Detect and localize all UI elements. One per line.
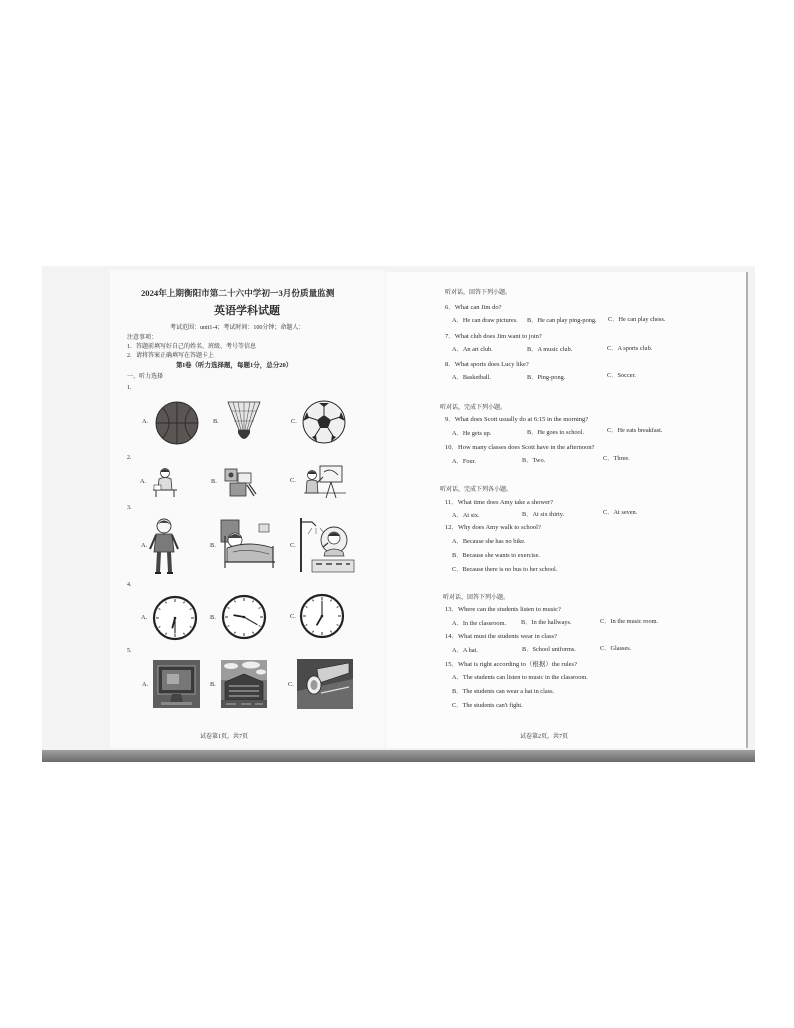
answer-option: A．A hat. [452,647,478,654]
answer-option: A．The students can listen to music in the classroom. [452,674,588,681]
option-label: C. [288,681,294,688]
note-item: 1．答题前填写好自己的姓名、班级、考号等信息 [127,344,257,350]
answer-option: B．In the hallways. [521,619,572,626]
question-number: 3. [127,505,132,511]
answer-option: C．At seven. [603,509,638,516]
subject-title: 英语学科试题 [214,305,280,317]
section-heading: 听对话，完成下列各小题。 [440,487,513,493]
option-label: A. [140,478,147,485]
answer-option: A．In the classroom. [452,620,507,627]
person-in-bed-image [219,518,277,570]
question-text: 12．Why does Amy walk to school? [445,524,541,531]
answer-option: B．Because she wants to exercise. [452,552,540,559]
answer-option: B．He can play ping-pong. [527,317,597,324]
option-label: C. [290,477,296,484]
answer-option: A．An art club. [452,346,493,353]
person-at-desk-image [150,466,180,498]
answer-option: A．Four. [452,458,476,465]
answer-option: C．Soccer. [607,372,636,379]
boy-standing-image [147,516,181,576]
answer-option: A．Basketball. [452,374,491,381]
answer-option: C．In the music room. [600,618,659,625]
answer-option: A．He can draw pictures. [452,317,518,324]
scan-page-edge [746,272,748,748]
answer-option: A．He gets up. [452,430,492,437]
clock-c-image [299,593,345,639]
answer-option: B．He goes to school. [527,429,585,436]
option-label: C. [291,418,297,425]
question-number: 1. [127,385,132,391]
notes-heading: 注意事项： [127,335,158,341]
section-heading: 听对话，回答下列小题。 [443,595,510,601]
answer-option: C．The students can't fight. [452,702,523,709]
clock-a-image [152,595,198,641]
answer-option: C．Because there is no bus to her school. [452,566,558,573]
question-number: 4. [127,582,132,588]
page-footer-right: 试卷第2页，共7页 [520,734,569,740]
question-number: 5. [127,648,132,654]
option-label: C. [290,542,296,549]
option-label: B. [210,542,216,549]
question-text: 10．How many classes does Scott have in the afternoon? [445,444,595,451]
part-title: 第I卷（听力选择题，每题1分，总分20） [176,362,293,369]
question-text: 7．What club does Jim want to join? [445,333,542,340]
question-text: 6．What can Jim do? [445,304,502,311]
section-heading: 听对话，回答下列小题。 [445,290,512,296]
answer-option: C．He can play chess. [608,316,666,323]
option-label: B. [210,681,216,688]
answer-option: B．A music club. [527,346,573,353]
scan-bottom-shadow [42,750,755,762]
answer-option: B．The students can wear a hat in class. [452,688,555,695]
option-label: C. [290,613,296,620]
question-text: 15．What is right according to（根据）the rules? [445,661,577,668]
option-label: A. [142,418,149,425]
answer-option: C．Glasses. [600,645,632,652]
option-label: A. [142,681,149,688]
question-text: 14．What must the students wear in class? [445,633,557,640]
clock-b-image [221,594,267,640]
section-heading: 一、听力选择 [127,374,164,380]
exam-info: 考试范围：unit1-4；考试时间：100分钟；命题人： [170,325,305,331]
answer-option: B．Two. [522,457,546,464]
option-label: B. [211,478,217,485]
answer-option: B．Ping-pong. [527,374,566,381]
answer-option: B．School uniforms. [522,646,576,653]
answer-option: C．A sports club. [607,345,653,352]
shuttlecock-image [222,399,266,445]
person-brushing-teeth-image [298,516,356,574]
dark-photo-image [297,659,353,709]
person-drawing-image [302,463,348,499]
note-item: 2．请将答案正确填写在答题卡上 [127,353,215,359]
question-text: 8．What sports does Lucy like? [445,361,529,368]
soccer-ball-image [301,399,347,445]
question-text: 11．What time does Amy take a shower? [445,499,554,506]
answer-option: A．At six. [452,512,480,519]
answer-option: C．He eats breakfast. [607,427,663,434]
answer-option: A．Because she has no bike. [452,538,526,545]
exam-title: 2024年上期衡阳市第二十六中学初一3月份质量监测 [141,288,335,298]
option-label: A. [141,614,148,621]
option-label: B. [213,418,219,425]
answer-option: C．Three. [603,455,630,462]
page-footer-left: 试卷第1页，共7页 [200,734,249,740]
question-text: 9．What does Scott usually do at 6:15 in the morning? [445,416,589,423]
question-text: 13．Where can the students listen to music? [445,606,561,613]
answer-option: B．At six thirty. [522,511,565,518]
section-heading: 听对话，完成下列小题。 [440,405,507,411]
option-label: B. [210,614,216,621]
computer-screen-image [153,660,200,708]
option-label: A. [141,542,148,549]
question-number: 2. [127,455,132,461]
art-supplies-image [221,465,257,499]
basketball-image [154,400,200,446]
school-building-image [221,660,267,708]
